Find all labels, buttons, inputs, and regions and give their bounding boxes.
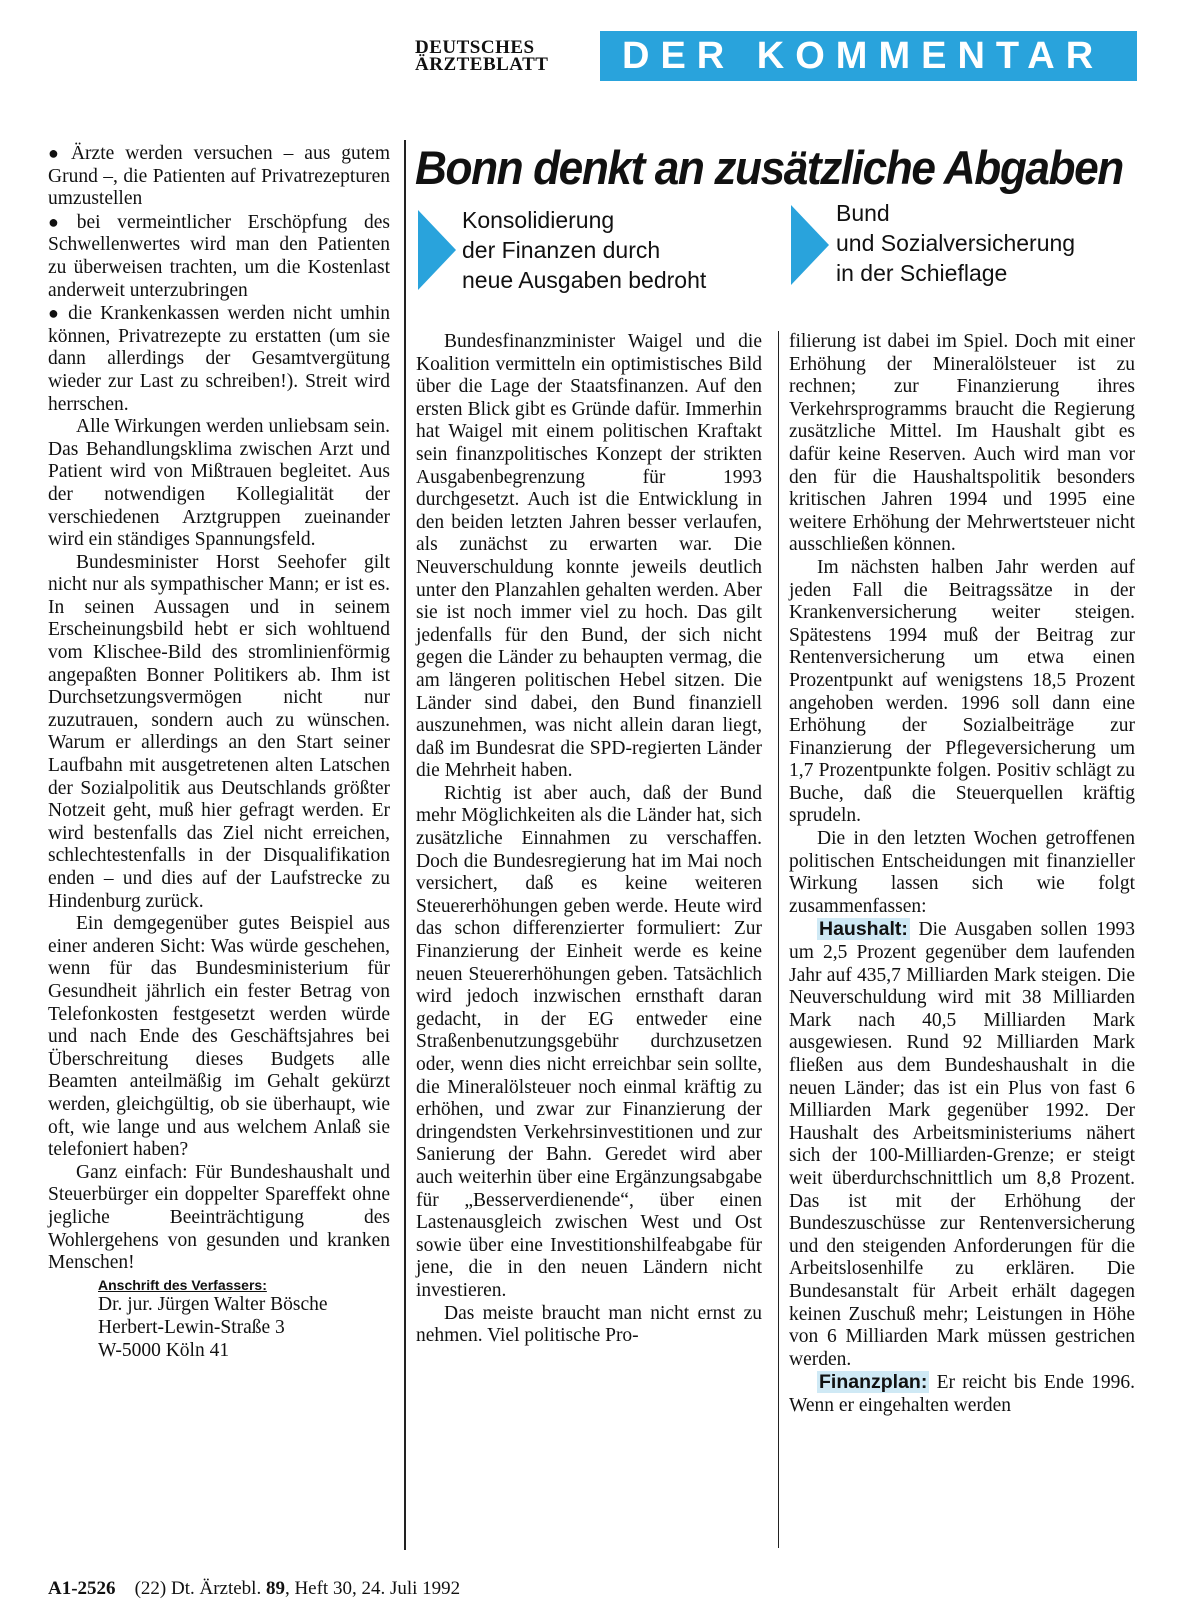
- paragraph: Richtig ist aber auch, daß der Bund mehr Möglichkeiten als die Länder hat, sich zusätzliche Einnahmen zu verschaffen. Doch die Bundesregierung hat im Mai noch versichert, daß es keine weiteren Steuererhöhungen geben werde. Heute wird das schon differenzierter formuliert: Zur Finanzierung der Einheit werde es keine neuen Steuererhöhungen geben. Tatsächlich wird jedoch inzwischen ernsthaft daran gedacht, in der EG entweder eine Straßenbenutzungsgebühr durchzusetzen oder, wenn dies nicht erreichbar sein sollte, die Mineralölsteuer noch einmal kräftig zu erhöhen, und zwar zur Finanzierung der dringendsten Verkehrsinvestitionen und zur Sanierung der Bahn. Geredet wird aber auch weiterhin über eine Ergänzungsabgabe für „Besserverdienende“, über einen Lastenausgleich zwischen West und Ost sowie über eine Investitionshilfeabgabe für jene, die in den neuen Ländern nicht investieren.: [416, 782, 762, 1301]
- rubric-banner: DER KOMMENTAR: [600, 31, 1137, 81]
- deck-left: [462, 205, 762, 295]
- finanzplan-paragraph: [789, 1371, 1135, 1417]
- paragraph: Bundesfinanzminister Waigel und die Koalition vermitteln ein optimistisches Bild über die Lage der Staatsfinanzen. Auf den ersten Blick gibt es Gründe dafür. Immerhin hat Waigel mit einem politischen Kraftakt sein finanzpolitisches Konzept der strikten Ausgabenbegrenzung für 1993 durchgesetzt. Auch ist die Entwicklung in den beiden letzten Jahren besser verlaufen, als zunächst zu erwarten war. Die Neuverschuldung konnte jeweils deutlich unter den Planzahlen gehalten werden. Aber sie ist noch immer viel zu hoch. Das gilt jedenfalls für den Bund, der sich nicht gegen die Länder zu behaupten vermag, die am längeren politischen Hebel sitzen. Die Länder sind dabei, den Bund finanziell auszunehmen, was nicht allein daran liegt, daß im Bundesrat die SPD-regierten Länder die Mehrheit haben.: [416, 331, 762, 782]
- right-column: [789, 331, 1135, 1418]
- address-line: Dr. jur. Jürgen Walter Bösche: [98, 1293, 328, 1315]
- deck-line: Konsolidierung: [462, 207, 615, 233]
- bullet-item: ● die Krankenkassen werden nicht umhin können, Privatrezepte zu erstatten (um sie dann allerdings der Gesamtvergütung wieder zur Last zu schreiben!). Streit wird herrschen.: [48, 302, 390, 416]
- paragraph: Die in den letzten Wochen getroffenen politischen Entscheidungen mit finanzieller Wirkung lassen sich wie folgt zusammenfassen:: [789, 828, 1135, 917]
- masthead-line2: ÄRZTEBLATT: [415, 54, 549, 75]
- citation-prefix: (22) Dt. Ärztebl.: [134, 1578, 266, 1599]
- article-headline: Bonn denkt an zusätzliche Abgaben: [415, 141, 1123, 194]
- paragraph: filierung ist dabei im Spiel. Doch mit einer Erhöhung der Mineralölsteuer ist zu rechnen; zur Finanzierung ihres Verkehrsprogramms braucht die Regierung zusätzliche Mittel. Im Haushalt gibt es dafür keine Reserven. Auch wird man vor den für die Haushaltspolitik besonders kritischen Jahren 1994 und 1995 eine weitere Erhöhung der Mehrwertsteuer nicht ausschließen können.: [789, 331, 1135, 556]
- left-column: [48, 142, 390, 1362]
- haushalt-paragraph: [789, 918, 1135, 1371]
- haushalt-text: Die Ausgaben sollen 1993 um 2,5 Prozent gegenüber dem laufenden Jahr auf 435,7 Milliarden Mark steigen. Die Neuverschuldung wird mit 38 Milliarden Mark nach 40,5 Milliarden Mark ausgewiesen. Rund 92 Milliarden Mark fließen aus dem Bundeshaushalt in die neuen Länder; das ist ein Plus von fast 6 Milliarden Mark gegenüber 1992. Der Haushalt des Arbeitsministeriums nähert sich der 100-Milliarden-Grenze; er steigt weit überdurchschnittlich um 8,8 Prozent. Das ist mit der Erhöhung der Bundeszuschüsse zur Rentenversicherung und den steigenden Anforderungen für die Arbeitslosenhilfe zu erklären. Die Bundesanstalt für Arbeit erhält dagegen keinen Zuschuß mehr; Leistungen in Höhe von 6 Milliarden Mark müssen gestrichen werden.: [789, 919, 1135, 1370]
- author-address: [98, 1277, 390, 1362]
- volume-number: 89: [265, 1578, 285, 1599]
- column-divider: [404, 140, 406, 1550]
- deck-right: [836, 198, 1136, 288]
- address-line: W-5000 Köln 41: [98, 1339, 230, 1361]
- citation-suffix: , Heft 30, 24. Juli 1992: [284, 1578, 461, 1599]
- bullet-item: ● bei vermeintlicher Erschöpfung des Schwellenwertes wird man den Patienten zu überweisen trachten, um die Kostenlast anderweit unterzubringen: [48, 211, 390, 302]
- paragraph: Ganz einfach: Für Bundeshaushalt und Steuerbürger ein doppelter Spareffekt ohne jegliche Beeinträchtigung des Wohlergehens von gesunden und kranken Menschen!: [48, 1161, 390, 1274]
- paragraph: Das meiste braucht man nicht ernst zu nehmen. Viel politische Pro-: [416, 1302, 762, 1347]
- deck-arrow-icon: [418, 210, 456, 290]
- deck-line: und Sozialversicherung: [836, 230, 1076, 256]
- masthead: [415, 39, 585, 73]
- masthead-line1: DEUTSCHES: [415, 37, 535, 58]
- paragraph: Alle Wirkungen werden unliebsam sein. Das Behandlungsklima zwischen Arzt und Patient wird von Mißtrauen begleitet. Aus der notwendigen Kollegialität der verschiedenen Arztgruppen zueinander wird ein ständiges Spannungsfeld.: [48, 416, 390, 551]
- finanzplan-label: Finanzplan:: [819, 1371, 928, 1394]
- page-number: A1-2526: [48, 1578, 116, 1599]
- address-label: Anschrift des Verfassers:: [98, 1276, 267, 1293]
- haushalt-label: Haushalt:: [819, 918, 908, 941]
- paragraph: Bundesminister Horst Seehofer gilt nicht nur als sympathischer Mann; er ist es. In seinen Aussagen und in seinem Erscheinungsbild hebt er sich wohltuend vom Klischee-Bild des stromlinienförmig angepaßten Bonner Politikers ab. Ihm ist Durchsetzungsvermögen nicht nur zuzutrauen, sondern auch zu wünschen. Warum er allerdings an den Start seiner Laufbahn mit ausgetretenen alten Latschen der Sozialpolitik aus Deutschlands größter Notzeit geht, muß hier gefragt werden. Er wird bestenfalls das Ziel nicht erreichen, schlechtestenfalls in der Disqualifikation enden – und dies auf der Laufstrecke zu Hindenburg zurück.: [48, 551, 390, 912]
- bullet-item: ● Ärzte werden versuchen – aus gutem Grund –, die Patienten auf Privatrezepturen umzustellen: [48, 142, 390, 211]
- paragraph: Im nächsten halben Jahr werden auf jeden Fall die Beitragssätze in der Krankenversicherung weiter steigen. Spätestens 1994 muß der Beitrag zur Rentenversicherung um etwa einen Prozentpunkt auf wenigstens 18,5 Prozent angehoben werden. 1996 soll dann eine Erhöhung der Sozialbeiträge zur Finanzierung der Pflegeversicherung um 1,7 Prozentpunkte folgen. Positiv schlägt zu Buche, daß die Steuerquellen kräftig sprudeln.: [789, 556, 1135, 827]
- deck-arrow-icon: [791, 205, 829, 285]
- address-line: Herbert-Lewin-Straße 3: [98, 1316, 285, 1338]
- deck-line: Bund: [836, 200, 890, 226]
- middle-column: [416, 331, 762, 1348]
- deck-line: neue Ausgaben bedroht: [462, 267, 707, 293]
- page-footer: [48, 1578, 460, 1600]
- paragraph: Ein demgegenüber gutes Beispiel aus einer anderen Sicht: Was würde geschehen, wenn für das Bundesministerium für Gesundheit jährlich ein fester Betrag von Telefonkosten festgesetzt werden würde und nach Ende des Geschäftsjahres bei Überschreitung dieses Budgets alle Beamten anteilmäßig im Gehalt gekürzt werden, gleichgültig, ob sie überhaupt, wie oft, wie lange und aus welchem Anlaß sie telefoniert haben?: [48, 913, 390, 1161]
- finanzplan-text: Er reicht bis Ende 1996. Wenn er eingehalten werden: [789, 1372, 1135, 1416]
- deck-line: der Finanzen durch: [462, 237, 661, 263]
- deck-line: in der Schieflage: [836, 260, 1008, 286]
- column-divider: [778, 331, 779, 1548]
